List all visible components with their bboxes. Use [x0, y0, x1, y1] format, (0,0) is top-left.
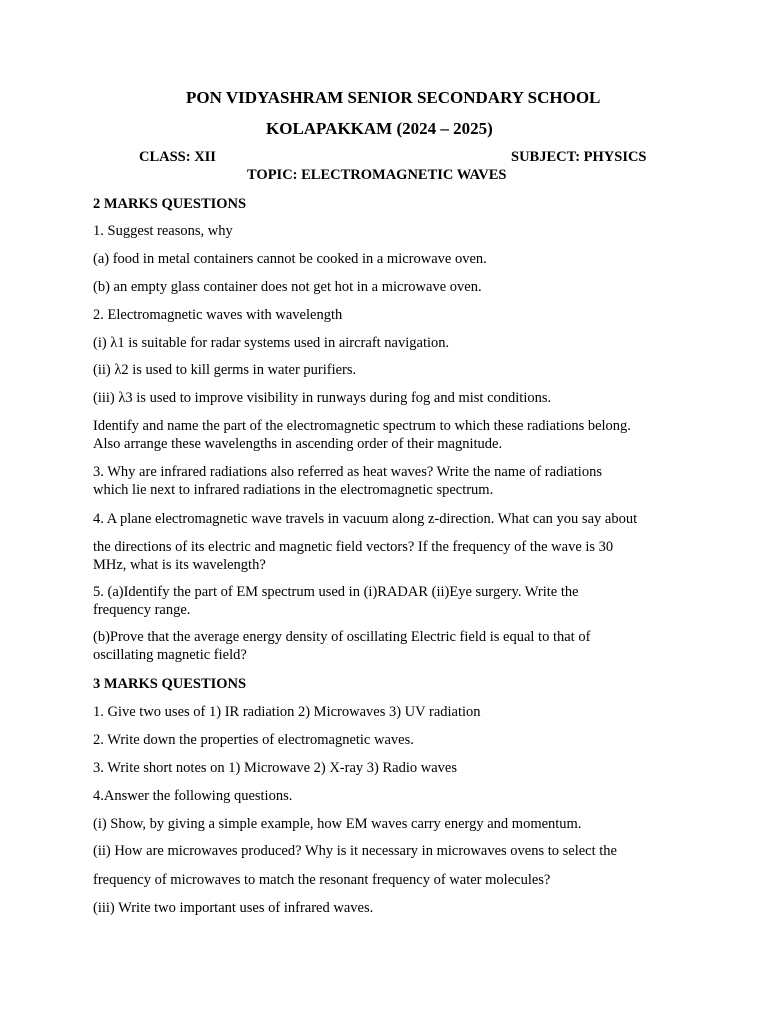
class-label: CLASS: XII	[139, 149, 216, 165]
question-line: Identify and name the part of the electromagnetic spectrum to which these radiations belong.	[93, 418, 631, 434]
subject-label: SUBJECT: PHYSICS	[511, 149, 647, 165]
question-line: (iii) Write two important uses of infrared waves.	[93, 900, 374, 916]
question-line: Also arrange these wavelengths in ascending order of their magnitude.	[93, 436, 503, 452]
question-line: 4. A plane electromagnetic wave travels in vacuum along z-direction. What can you say about	[93, 511, 638, 527]
section-heading: 2 MARKS QUESTIONS	[93, 196, 247, 212]
question-line: frequency range.	[93, 602, 191, 618]
topic-label: TOPIC: ELECTROMAGNETIC WAVES	[247, 167, 507, 183]
question-line: 3. Why are infrared radiations also referred as heat waves? Write the name of radiations	[93, 464, 602, 480]
question-line: 4.Answer the following questions.	[93, 788, 293, 804]
question-line: (i) λ1 is suitable for radar systems used in aircraft navigation.	[93, 335, 450, 351]
question-line: (ii) λ2 is used to kill germs in water purifiers.	[93, 362, 357, 378]
place-year: KOLAPAKKAM (2024 – 2025)	[266, 119, 493, 138]
question-line: MHz, what is its wavelength?	[93, 557, 266, 573]
question-line: 5. (a)Identify the part of EM spectrum used in (i)RADAR (ii)Eye surgery. Write the	[93, 584, 579, 600]
question-line: 3. Write short notes on 1) Microwave 2) X-ray 3) Radio waves	[93, 760, 457, 776]
question-line: (i) Show, by giving a simple example, how EM waves carry energy and momentum.	[93, 816, 582, 832]
section-heading: 3 MARKS QUESTIONS	[93, 676, 247, 692]
question-line: (b)Prove that the average energy density of oscillating Electric field is equal to that of	[93, 629, 591, 645]
question-line: 2. Write down the properties of electromagnetic waves.	[93, 732, 414, 748]
question-line: (b) an empty glass container does not get hot in a microwave oven.	[93, 279, 482, 295]
question-line: the directions of its electric and magnetic field vectors? If the frequency of the wave is 30	[93, 539, 614, 555]
question-line: (ii) How are microwaves produced? Why is it necessary in microwaves ovens to select the	[93, 843, 617, 859]
school-name: PON VIDYASHRAM SENIOR SECONDARY SCHOOL	[186, 88, 601, 107]
question-line: frequency of microwaves to match the resonant frequency of water molecules?	[93, 872, 551, 888]
question-line: (a) food in metal containers cannot be cooked in a microwave oven.	[93, 251, 487, 267]
question-line: 1. Give two uses of 1) IR radiation 2) Microwaves 3) UV radiation	[93, 704, 481, 720]
question-line: oscillating magnetic field?	[93, 647, 247, 663]
question-line: 2. Electromagnetic waves with wavelength	[93, 307, 343, 323]
question-line: which lie next to infrared radiations in the electromagnetic spectrum.	[93, 482, 494, 498]
question-line: 1. Suggest reasons, why	[93, 223, 233, 239]
question-line: (iii) λ3 is used to improve visibility in runways during fog and mist conditions.	[93, 390, 552, 406]
